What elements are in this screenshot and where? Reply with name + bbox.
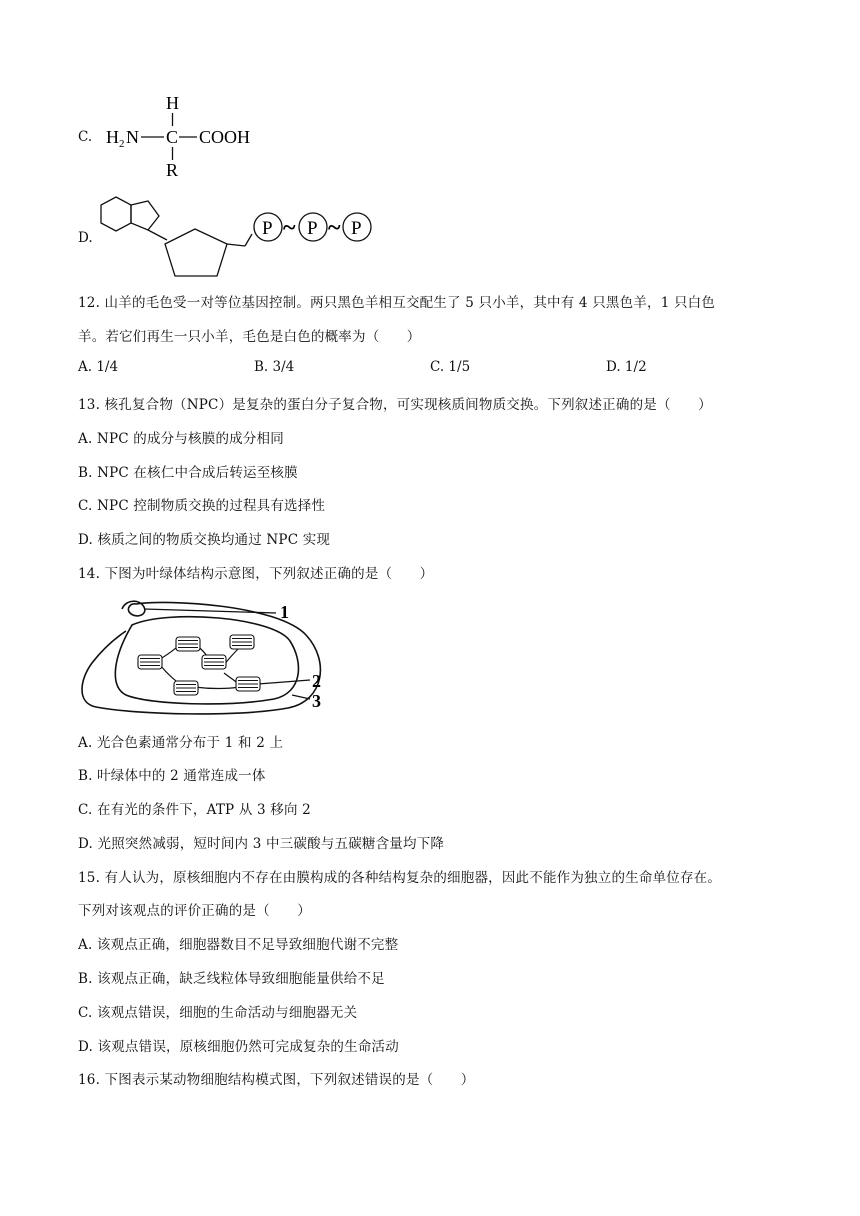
amino-acid-structure-figure: [100, 92, 280, 182]
q14-stem: 14. 下图为叶绿体结构示意图，下列叙述正确的是（ ）: [78, 566, 434, 582]
atp-structure-figure: [95, 192, 385, 282]
q14-option-c: C. 在有光的条件下，ATP 从 3 移向 2: [78, 802, 311, 818]
q12-option-c: C. 1/5: [430, 359, 471, 375]
q12-option-a: A. 1/4: [78, 359, 119, 375]
amino-h: H: [166, 93, 179, 113]
five-ring-small: [131, 201, 159, 230]
q14-option-d: D. 光照突然减弱，短时间内 3 中三碳酸与五碳糖含量均下降: [78, 836, 445, 852]
q11-option-c-label: C.: [78, 129, 93, 145]
q15-option-b: B. 该观点正确，缺乏线粒体导致细胞能量供给不足: [78, 971, 385, 987]
q15-option-d: D. 该观点错误，原核细胞仍然可完成复杂的生命活动: [78, 1039, 399, 1055]
phosphate-3-label: P: [351, 218, 362, 239]
chloroplast-label-3: 3: [312, 691, 321, 711]
q12-option-b: B. 3/4: [254, 359, 295, 375]
q12-option-d: D. 1/2: [606, 359, 647, 375]
chloroplast-label-2: 2: [312, 671, 321, 691]
phosphate-2-label: P: [307, 218, 318, 239]
q15-stem-line1: 15. 有人认为，原核细胞内不存在由膜构成的各种结构复杂的细胞器，因此不能作为独立的生命单位存在。: [78, 870, 722, 886]
q13-option-b: B. NPC 在核仁中合成后转运至核膜: [78, 465, 298, 481]
hexagon-ring: [101, 197, 131, 231]
q11-option-d-label: D.: [78, 230, 93, 246]
q14-option-b: B. 叶绿体中的 2 通常连成一体: [78, 768, 266, 784]
chloroplast-diagram: [78, 595, 338, 720]
amino-cooh: COOH: [199, 127, 251, 147]
amino-c: C: [166, 127, 179, 147]
q15-stem-line2: 下列对该观点的评价正确的是（ ）: [78, 903, 311, 919]
chloroplast-label-1: 1: [280, 602, 289, 622]
q12-stem-line2: 羊。若它们再生一只小羊，毛色是白色的概率为（ ）: [78, 329, 421, 345]
tilde-1: ~: [283, 215, 296, 241]
five-ring-large: [165, 229, 227, 276]
q13-option-c: C. NPC 控制物质交换的过程具有选择性: [78, 498, 326, 514]
q16-stem: 16. 下图表示某动物细胞结构模式图，下列叙述错误的是（ ）: [78, 1072, 475, 1088]
amino-h2n-sub: 2: [119, 138, 125, 150]
q13-stem: 13. 核孔复合物（NPC）是复杂的蛋白分子复合物，可实现核质间物质交换。下列叙述正确的是（ ）: [78, 397, 712, 413]
amino-h2n-h: H: [106, 127, 119, 147]
amino-h2n-n: N: [126, 127, 139, 147]
q15-option-a: A. 该观点正确，细胞器数目不足导致细胞代谢不完整: [78, 937, 399, 953]
phosphate-1-label: P: [262, 218, 273, 239]
q13-option-a: A. NPC 的成分与核膜的成分相同: [78, 431, 284, 447]
amino-r: R: [166, 160, 179, 180]
q12-stem-line1: 12. 山羊的毛色受一对等位基因控制。两只黑色羊相互交配生了 5 只小羊，其中有 4 只黑色羊，1 只白色: [78, 295, 716, 311]
q14-option-a: A. 光合色素通常分布于 1 和 2 上: [78, 735, 284, 751]
q13-option-d: D. 核质之间的物质交换均通过 NPC 实现: [78, 532, 331, 548]
q15-option-c: C. 该观点错误，细胞的生命活动与细胞器无关: [78, 1005, 358, 1021]
tilde-2: ~: [328, 215, 341, 241]
